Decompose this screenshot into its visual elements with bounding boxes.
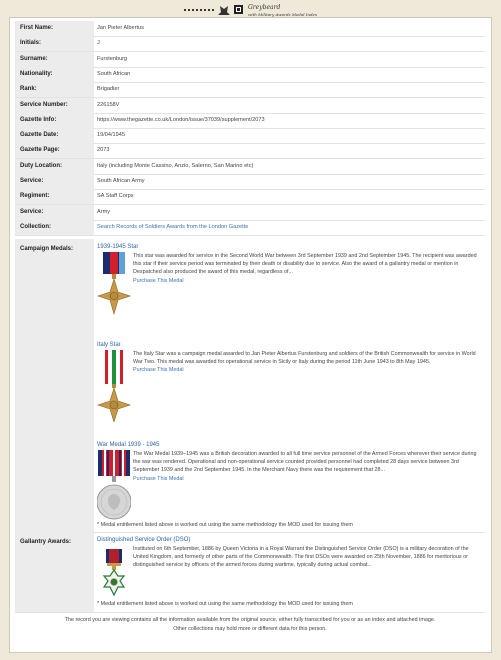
detail-label: Gazette Page: xyxy=(15,143,94,158)
detail-value: South African xyxy=(97,70,131,77)
medal-title[interactable]: 1939-1945 Star xyxy=(97,244,139,250)
medal-dso xyxy=(97,537,483,597)
detail-row xyxy=(15,21,485,37)
detail-label: Service: xyxy=(15,205,94,220)
detail-value: J xyxy=(97,40,100,47)
detail-row xyxy=(15,52,485,68)
gallantry-awards-label: Gallantry Awards: xyxy=(15,532,94,612)
detail-label: Gazette Info: xyxy=(15,113,94,128)
record-panel xyxy=(9,17,492,653)
purchase-medal-link[interactable]: Purchase This Medal xyxy=(133,277,184,284)
footer-line: The record you are viewing contains all the information available from the original source, either fully transcribed for you or as an index and attached image. xyxy=(64,617,436,623)
detail-value: South African Army xyxy=(97,178,145,184)
detail-label: Surname: xyxy=(15,52,94,67)
detail-row xyxy=(15,98,485,114)
medal-war-medal-1939-1945 xyxy=(97,442,483,522)
record-footer xyxy=(15,616,485,648)
purchase-medal-link[interactable]: Purchase This Medal xyxy=(133,367,184,374)
detail-label: Rank: xyxy=(15,82,94,97)
medal-title[interactable]: Distinguished Service Order (DSO) xyxy=(97,537,191,543)
detail-label: Collection: xyxy=(15,220,94,235)
detail-label: Nationality: xyxy=(15,67,94,82)
gazette-info-value: https://www.thegazette.co.uk/London/issue/37039/supplement/2073 xyxy=(97,116,265,123)
detail-row xyxy=(15,67,485,83)
medal-title[interactable]: Italy Star xyxy=(97,342,121,348)
detail-value: 226158V xyxy=(97,101,120,108)
medal-description: The War Medal 1939–1945 was a British decoration awarded to all full time service personnel of the Armed Forces wherever their service during the war was rendered. Operational and non-operational service counted provided personnel had completed 28 days service between 3rd September 1939 and the 2nd September 1945. In the Merchant Navy there was the requirement that 28... Purchase This Medal xyxy=(133,450,483,483)
medal-italy-star xyxy=(97,342,483,432)
detail-row xyxy=(15,220,485,236)
detail-value: Jan Pieter Albertus xyxy=(97,25,144,31)
detail-label: Initials: xyxy=(15,36,94,51)
detail-label: Regiment: xyxy=(15,189,94,204)
svg-text:with Military Awards Medal Ind: with Military Awards Medal Index xyxy=(247,12,317,17)
detail-row xyxy=(15,174,485,190)
detail-value: Furstenburg xyxy=(97,55,128,62)
medal-description: This star was awarded for service in the Second World War between 3rd September 1939 and 2nd September 1945. The recipient was awarded this star if their service period was terminated by their death or disability due to service. Also the award of a gallantry medal or mention in Despatched also produced the award of this medal, regardless of... Purchase This Medal xyxy=(133,252,483,285)
detail-label: Gazette Date: xyxy=(15,128,94,143)
entitlement-note: * Medal entitlement listed above is worked out using the same methodology the MOD used for issuing them xyxy=(97,601,353,607)
footer-line: Other collections may hold more or different data for this person. xyxy=(173,626,327,632)
detail-row xyxy=(15,189,485,205)
detail-value: Army xyxy=(97,208,111,215)
svg-text:Greybeard: Greybeard xyxy=(247,4,280,11)
detail-value: 19/04/1945 xyxy=(97,132,125,139)
detail-row xyxy=(15,128,485,144)
detail-value: Italy (including Monte Cassino, Anzio, Salerno, San Marino etc) xyxy=(97,162,254,169)
detail-value: Brigadier xyxy=(97,86,120,93)
star-medal-icon xyxy=(97,252,131,321)
star-medal-icon xyxy=(97,350,131,427)
detail-row xyxy=(15,82,485,98)
campaign-medals-section xyxy=(15,239,485,533)
detail-label: Duty Location: xyxy=(15,159,94,174)
detail-value: 2073 xyxy=(97,147,110,154)
detail-row xyxy=(15,159,485,175)
detail-label: Service Number: xyxy=(15,98,94,113)
detail-value: SA Staff Corps xyxy=(97,193,134,200)
entitlement-note: * Medal entitlement listed above is worked out using the same methodology the MOD used for issuing them xyxy=(97,522,353,528)
detail-label: First Name: xyxy=(15,21,94,36)
detail-row xyxy=(15,36,485,52)
detail-label: Service: xyxy=(15,174,94,189)
round-medal-icon xyxy=(97,450,131,529)
medal-description: The Italy Star was a campaign medal awarded to Jan Pieter Albertus Furstenburg and soldiers of the British Commonwealth for service in World War Two. This medal was awarded for operational service in Sicily or Italy during the period 11th June 1943 to 8th May 1945. Purchase This Medal xyxy=(133,350,483,375)
detail-row xyxy=(15,113,485,129)
site-logo-icon[interactable] xyxy=(156,2,346,18)
detail-row xyxy=(15,205,485,221)
purchase-medal-link[interactable]: Purchase This Medal xyxy=(133,475,184,482)
campaign-medals-label: Campaign Medals: xyxy=(15,239,94,532)
medal-title[interactable]: War Medal 1939 - 1945 xyxy=(97,442,160,448)
medal-1939-1945-star xyxy=(97,244,483,334)
medal-description: Instituted on 6th September, 1886 by Queen Victoria in a Royal Warrant the Distinguished Service Order (DSO) is a military decoration of the United Kingdom, and formerly of other parts of the Commonwealth. The first DSOs were awarded on 25th November, 1886 for meritorious or distinguished service by officers of the armed forces during wartime, typically during actual combat... xyxy=(133,546,469,569)
cross-medal-icon xyxy=(97,549,131,604)
detail-row xyxy=(15,143,485,159)
collection-search-link[interactable]: Search Records of Soldiers Awards from the London Gazette xyxy=(97,223,249,230)
gallantry-awards-section xyxy=(15,532,485,613)
